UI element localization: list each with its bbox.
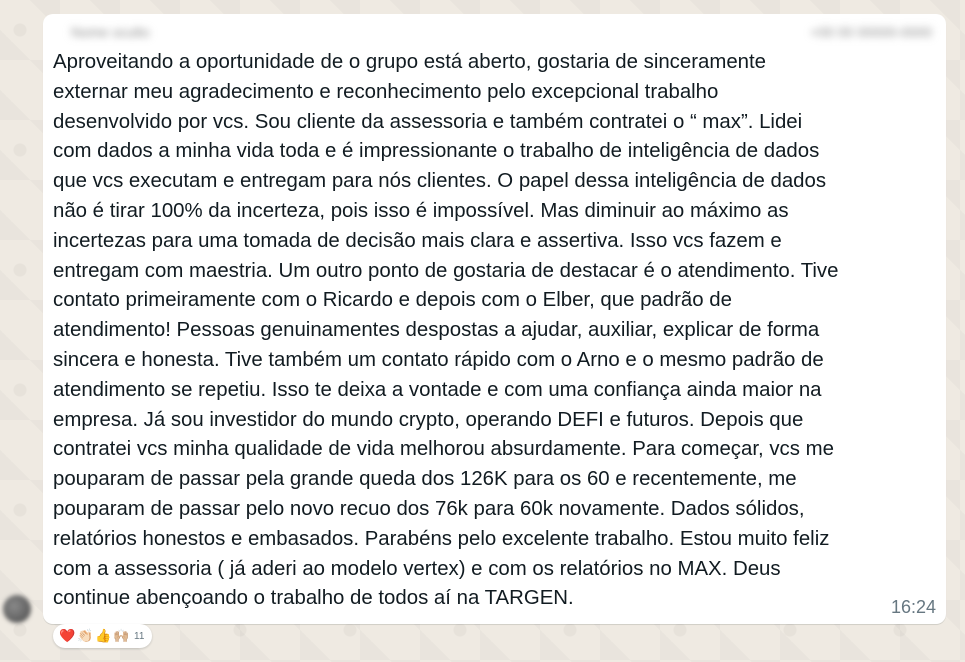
sender-avatar[interactable] <box>3 595 31 623</box>
heart-reaction-icon: ❤️ <box>59 628 76 643</box>
sender-header <box>63 22 932 48</box>
thumbs-up-reaction-icon: 👍 <box>95 628 112 643</box>
raised-hands-reaction-icon: 🙌🏼 <box>113 628 130 643</box>
reactions-bar[interactable] <box>53 624 152 648</box>
sender-name[interactable]: Nome oculto <box>71 24 150 40</box>
clap-reaction-icon: 👏🏻 <box>77 628 94 643</box>
sender-phone: +00 00 00000-0000 <box>810 24 932 40</box>
message-timestamp: 16:24 <box>890 597 936 617</box>
message-text: Aproveitando a oportunidade de o grupo está aberto, gostaria de sinceramente externar meu agradecimento e reconhecimento pelo excepcional trabalho desenvolvido por vcs. Sou cliente da assessoria e também contratei o “ max”. Lidei com dados a minha vida toda e é impressionante o trabalho de inteligência de dados que vcs executam e entregam para nós clientes. O papel dessa inteligência de dados não é tirar 100% da incerteza, pois isso é impossível. Mas diminuir ao máximo as incertezas para uma tomada de decisão mais clara e assertiva. Isso vcs fazem e entregam com maestria. Um outro ponto de gostaria de destacar é o atendimento. Tive contato primeiramente com o Ricardo e depois com o Elber, que padrão de atendimento! Pessoas genuinamentes despostas a ajudar, auxiliar, explicar de forma sincera e honesta. Tive também um contato rápido com o Arno e o mesmo padrão de atendimento se repetiu. Isso te deixa a vontade e com uma confiança ainda maior na empresa. Já sou investidor do mundo crypto, operando DEFI e futuros. Depois que contratei vcs minha qualidade de vida melhorou absurdamente. Para começar, vcs me pouparam de passar pela grande queda dos 126K para os 60 e recentemente, me pouparam de passar pelo novo recuo dos 76k para 60k novamente. Dados sólidos, relatórios honestos e embasados. Parabéns pelo excelente trabalho. Estou muito feliz com a assessoria ( já aderi ao modelo vertex) e com os relatórios no MAX. Deus continue abençoando o trabalho de todos aí na TARGEN. <box>53 51 839 610</box>
message-bubble[interactable] <box>43 14 946 624</box>
reaction-count: 11 <box>134 630 145 642</box>
